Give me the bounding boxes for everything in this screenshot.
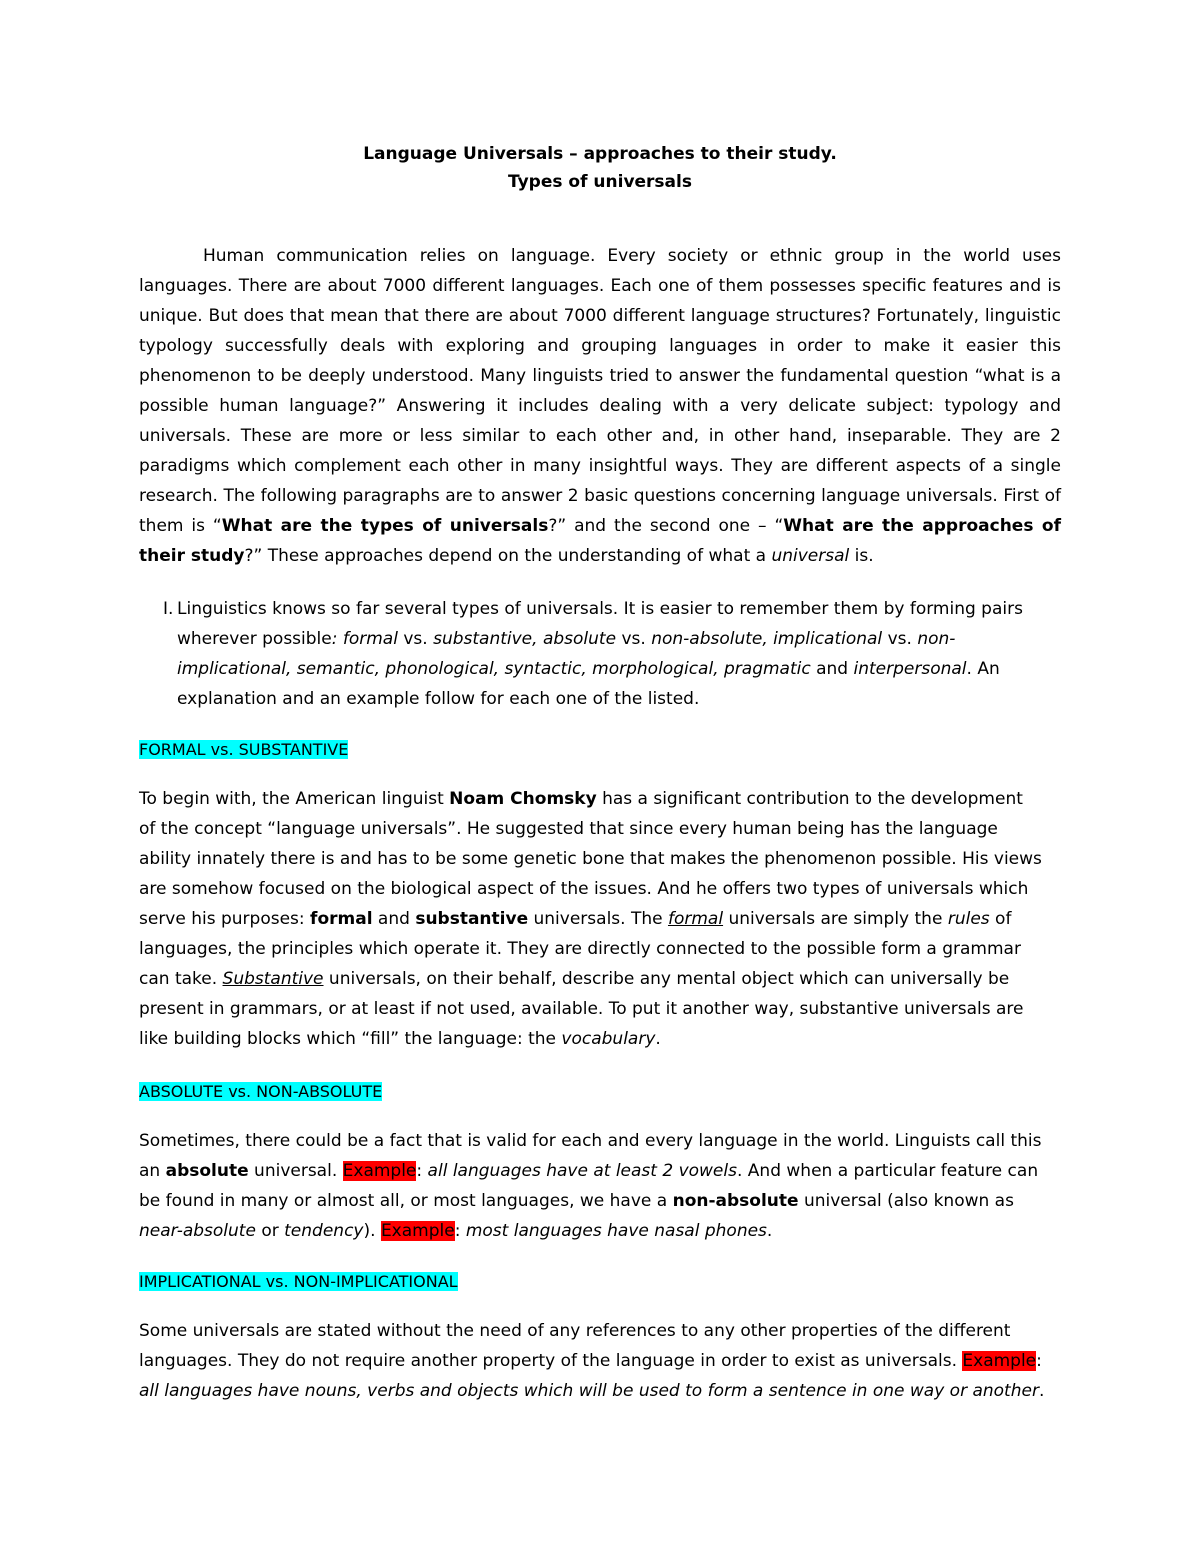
section-paragraph-formal: [139, 784, 1044, 1054]
title-line-2: Types of universals: [508, 172, 692, 192]
title-line-1: Language Universals – approaches to their study.: [363, 144, 837, 164]
paragraph-text: :: [454, 1221, 466, 1241]
italic-term: tendency: [284, 1221, 364, 1241]
list-italic: non-implicational, semantic, phonological, syntactic, morphological, pragmatic: [177, 629, 956, 679]
list-number: I.: [163, 599, 174, 619]
paragraph-text: universals are simply the: [723, 909, 948, 929]
intro-text: ?” and the second one – “: [548, 516, 784, 536]
section-paragraph-implicational: [139, 1316, 1064, 1406]
example-text: all languages have nouns, verbs and objects which will be used to form a sentence in one way or another: [139, 1381, 1039, 1401]
paragraph-text: has a significant contribution to the development of the concept “language universals”. He suggested that since every human being has the language ability innately there is and has to be some genetic bone that makes the phenomenon possible. His views are somehow focused on the biological aspect of the issues. And he offers two types of universals which serve his purposes:: [139, 789, 1042, 929]
list-italic: : formal: [331, 629, 398, 649]
paragraph-text: .: [655, 1029, 661, 1049]
paragraph-text: universals. The: [528, 909, 668, 929]
paragraph-text: of languages, the principles which operate it. They are directly connected to the possible form a grammar can take.: [139, 909, 1021, 989]
paragraph-text: ).: [363, 1221, 381, 1241]
paragraph-text: :: [416, 1161, 428, 1181]
section-heading-formal: [139, 735, 1061, 765]
section-heading-text: FORMAL vs. SUBSTANTIVE: [139, 740, 349, 759]
paragraph-text: universal.: [248, 1161, 343, 1181]
bold-term: formal: [310, 909, 373, 929]
paragraph-text: . And when a particular feature can be found in many or almost all, or most languages, we have a: [139, 1161, 1039, 1211]
intro-text: is.: [849, 546, 874, 566]
paragraph-text: universal (also known as: [798, 1191, 1014, 1211]
bold-term: substantive: [415, 909, 529, 929]
example-label: Example: [342, 1161, 417, 1181]
document-title: [0, 140, 1200, 196]
example-text: all languages have at least 2 vowels: [427, 1161, 737, 1181]
bold-term: absolute: [165, 1161, 249, 1181]
list-text: and: [810, 659, 854, 679]
example-text: most languages have nasal phones: [465, 1221, 767, 1241]
underlined-term: Substantive: [222, 969, 324, 989]
intro-bold-question-1: What are the types of universals: [221, 516, 549, 536]
paragraph-text: .: [766, 1221, 773, 1241]
list-italic: interpersonal: [853, 659, 967, 679]
section-heading-absolute: [139, 1077, 1061, 1107]
intro-bold-question-2: What are the approaches of their study: [139, 516, 1061, 566]
example-label: Example: [962, 1351, 1037, 1371]
list-text: . An explanation and an example follow for each one of the listed.: [177, 659, 1000, 709]
list-italic: non-absolute, implicational: [651, 629, 883, 649]
numbered-list-item: [139, 594, 1049, 714]
paragraph-text: :: [1036, 1351, 1042, 1371]
list-text: vs.: [882, 629, 918, 649]
section-heading-text: IMPLICATIONAL vs. NON-IMPLICATIONAL: [139, 1272, 458, 1291]
italic-term: rules: [947, 909, 990, 929]
paragraph-text: Sometimes, there could be a fact that is valid for each and every language in the world. Linguists call this an: [139, 1131, 1042, 1181]
list-italic: substantive, absolute: [433, 629, 617, 649]
italic-term: vocabulary: [561, 1029, 656, 1049]
paragraph-text: or: [255, 1221, 285, 1241]
list-text: Linguistics knows so far several types of universals. It is easier to remember them by forming pairs wherever possible: [177, 599, 1023, 649]
intro-text: Human communication relies on language. Every society or ethnic group in the world uses languages. There are about 7000 different languages. Each one of them possesses specific features and is unique. But does that mean that there are about 7000 different language structures? Fortunately, linguistic typology successfully deals with exploring and grouping languages in order to make it easier this phenomenon to be deeply understood. Many linguists tried to answer the fundamental question “what is a possible human language?” Answering it includes dealing with a very delicate subject: typology and universals. These are more or less similar to each other and, in other hand, inseparable. They are 2 paradigms which complement each other in many insightful ways. They are different aspects of a single research. The following paragraphs are to answer 2 basic questions concerning language universals. First of them is “: [139, 246, 1061, 536]
section-heading-text: ABSOLUTE vs. NON-ABSOLUTE: [139, 1082, 383, 1101]
intro-text: ?” These approaches depend on the understanding of what a: [244, 546, 772, 566]
list-text: vs.: [397, 629, 434, 649]
paragraph-text: To begin with, the American linguist: [139, 789, 450, 809]
example-label: Example: [380, 1221, 455, 1241]
paragraph-text: and: [372, 909, 416, 929]
list-text: vs.: [616, 629, 652, 649]
paragraph-text: Some universals are stated without the need of any references to any other properties of the different languages. They do not require another property of the language in order to exist as universals.: [139, 1321, 1011, 1371]
italic-term: near-absolute: [139, 1221, 256, 1241]
intro-italic-term: universal: [771, 546, 850, 566]
paragraph-text: universals, on their behalf, describe any mental object which can universally be present in grammars, or at least if not used, available. To put it another way, substantive universals are like building blocks which “fill” the language: the: [139, 969, 1024, 1049]
bold-name: Noam Chomsky: [449, 789, 597, 809]
section-heading-implicational: [139, 1267, 1061, 1297]
underlined-term: formal: [667, 909, 724, 929]
intro-paragraph: [139, 241, 1061, 571]
paragraph-text: .: [1038, 1381, 1045, 1401]
section-paragraph-absolute: [139, 1126, 1044, 1246]
bold-term: non-absolute: [672, 1191, 799, 1211]
